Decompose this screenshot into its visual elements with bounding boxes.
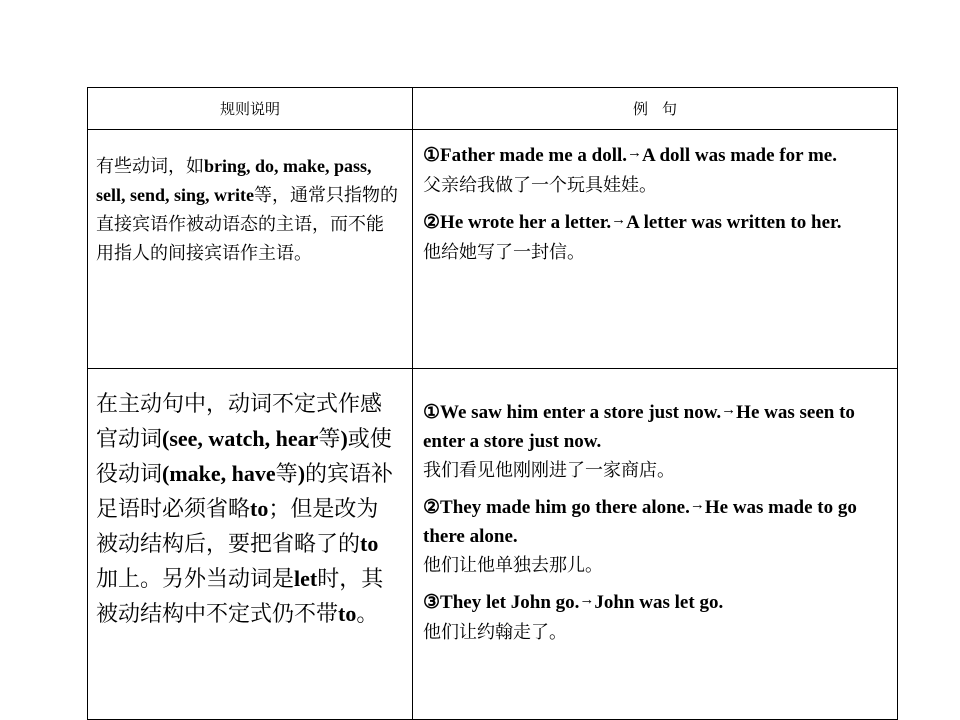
rule-text-run: ；但是改为被动结构后，要把省略了的 xyxy=(96,497,379,557)
example-marker: ③ xyxy=(423,592,441,613)
rule-keyword: (make, have xyxy=(162,461,276,486)
active-sentence: We saw him enter a store just now. xyxy=(440,402,722,423)
rule-text-run: 在主动句中，动词不定式作感官动词 xyxy=(96,392,383,452)
table-row xyxy=(88,369,898,720)
example-cell xyxy=(413,369,898,720)
example-cell xyxy=(413,130,898,369)
rule-text-run: 。 xyxy=(356,602,379,627)
rule-keyword: to xyxy=(360,531,379,556)
rule-keyword: let xyxy=(294,566,318,591)
passive-sentence: A letter was written to her. xyxy=(626,212,842,233)
passive-sentence: He was seen to enter a store just now. xyxy=(423,402,855,452)
example-translation: 他们让他单独去那儿。 xyxy=(423,555,603,576)
example-translation: 我们看见他刚刚进了一家商店。 xyxy=(423,460,675,481)
active-sentence: Father made me a doll. xyxy=(440,145,628,166)
passive-sentence: John was let go. xyxy=(594,592,724,613)
arrow-icon: → xyxy=(611,212,627,228)
rule-text-run: 等，通常只指物的直接宾语作被动语态的主语，而不能用指人的间接宾语作主语。 xyxy=(96,185,399,264)
rule-text-run: 加上。另外当动词是 xyxy=(96,567,295,592)
rule-text-run: 的宾语补足语时必须省略 xyxy=(96,462,394,522)
example-sentence xyxy=(423,589,887,618)
example-marker: ① xyxy=(423,402,441,423)
rule-text-run: 等 xyxy=(318,427,341,452)
rule-text xyxy=(96,388,398,632)
rule-cell xyxy=(88,369,413,720)
example-list xyxy=(423,399,887,648)
passive-sentence: A doll was made for me. xyxy=(642,145,837,166)
arrow-icon: → xyxy=(579,592,595,608)
rule-text-run: 等 xyxy=(275,462,298,487)
example-marker: ② xyxy=(423,497,441,518)
example-marker: ① xyxy=(423,145,441,166)
rule-text-run: 或使役动词 xyxy=(96,427,392,487)
rule-keyword: ) xyxy=(340,426,348,451)
rule-text xyxy=(96,152,398,268)
example-translation: 他们让约翰走了。 xyxy=(423,622,567,643)
rule-keyword: to xyxy=(338,601,357,626)
rule-keyword: (see, watch, hear xyxy=(162,426,319,451)
arrow-icon: → xyxy=(627,145,643,161)
grammar-rules-table xyxy=(87,87,898,720)
rule-text-run: 时，其被动结构中不定式仍不带 xyxy=(96,567,384,627)
example-sentence xyxy=(423,399,887,456)
header-rule-cell: 规则说明 xyxy=(88,88,413,130)
example-sentence xyxy=(423,142,887,171)
header-example-cell: 例句 xyxy=(413,88,898,130)
rule-keyword: to xyxy=(250,496,269,521)
example-sentence xyxy=(423,209,887,238)
active-sentence: They made him go there alone. xyxy=(440,497,690,518)
rule-keyword: bring, do, make, pass, sell, send, sing, write xyxy=(96,156,372,205)
passive-sentence: He was made to go there alone. xyxy=(423,497,857,547)
rule-text-run: 有些动词，如 xyxy=(96,156,204,177)
example-translation: 他给她写了一封信。 xyxy=(423,242,585,263)
example-translation: 父亲给我做了一个玩具娃娃。 xyxy=(423,175,657,196)
rule-keyword: ) xyxy=(297,461,306,486)
arrow-icon: → xyxy=(689,497,705,513)
arrow-icon: → xyxy=(721,402,737,418)
table-header-row xyxy=(88,88,898,130)
example-marker: ② xyxy=(423,212,441,233)
table-row xyxy=(88,130,898,369)
rule-cell xyxy=(88,130,413,369)
active-sentence: He wrote her a letter. xyxy=(440,212,612,233)
active-sentence: They let John go. xyxy=(440,592,580,613)
example-list xyxy=(423,142,887,268)
example-sentence xyxy=(423,494,887,551)
